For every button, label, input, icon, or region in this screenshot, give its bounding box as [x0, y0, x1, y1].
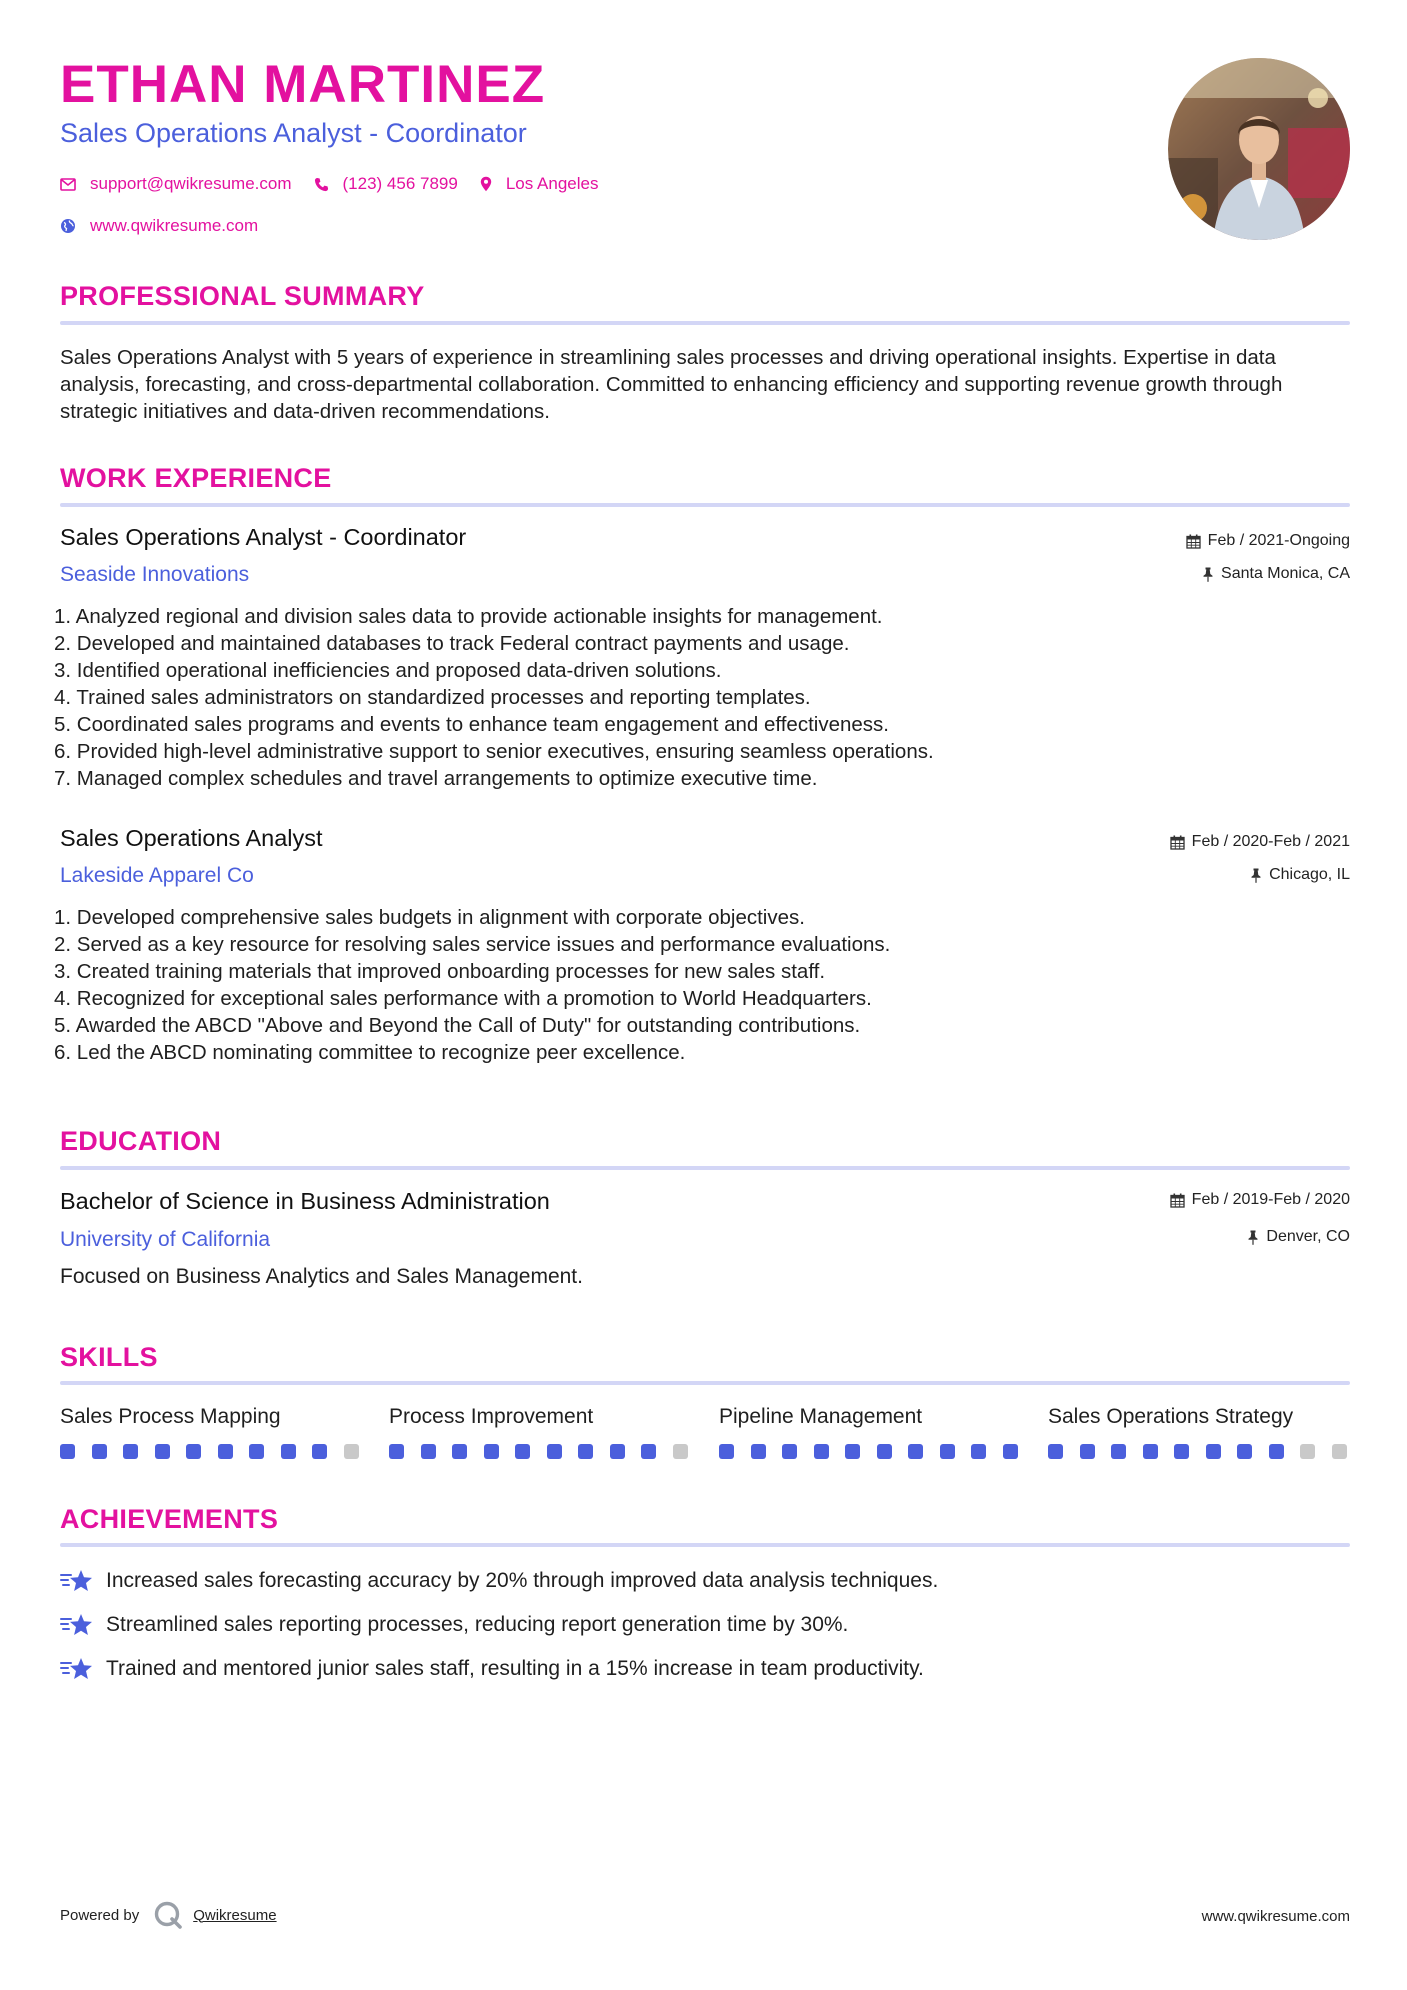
achievement-text: Streamlined sales reporting processes, reducing report generation time by 30%.	[106, 1613, 849, 1636]
location-text: Los Angeles	[505, 174, 599, 193]
education-location	[1247, 1229, 1350, 1245]
powered-by-label: Powered by	[60, 1906, 140, 1924]
experience-divider	[60, 503, 1350, 507]
skill-dot-filled	[389, 1444, 404, 1459]
profile-photo	[1168, 58, 1350, 240]
education-heading: EDUCATION	[60, 1126, 222, 1156]
summary-divider	[60, 321, 1350, 325]
envelope-icon	[60, 178, 76, 191]
education-divider	[60, 1166, 1350, 1170]
contact-row	[60, 174, 620, 194]
skill-dot-filled	[1174, 1444, 1189, 1459]
skill-name: Sales Process Mapping	[60, 1405, 281, 1428]
skill-dot-empty	[1300, 1444, 1315, 1459]
list-item: 1. Developed comprehensive sales budgets in alignment with corporate objectives.	[54, 906, 805, 929]
job-location-text: Chicago, IL	[1269, 866, 1350, 883]
skill-dot-filled	[421, 1444, 436, 1459]
qwikresume-logo-icon	[153, 1900, 183, 1930]
skill-dot-filled	[186, 1444, 201, 1459]
star-icon	[60, 1568, 94, 1594]
list-item: 6. Led the ABCD nominating committee to recognize peer excellence.	[54, 1041, 686, 1064]
skill-item	[389, 1406, 689, 1427]
pin-icon	[1247, 1230, 1259, 1245]
star-icon	[60, 1656, 94, 1682]
website-text[interactable]: www.qwikresume.com	[90, 216, 259, 235]
calendar-icon	[1186, 534, 1201, 549]
education-dates	[1170, 1192, 1350, 1208]
summary-heading: PROFESSIONAL SUMMARY	[60, 281, 425, 311]
skill-item	[719, 1406, 1019, 1427]
job-title: Sales Operations Analyst - Coordinator	[60, 524, 467, 550]
email-item[interactable]	[60, 174, 292, 194]
job-dates-text: Feb / 2020-Feb / 2021	[1191, 833, 1350, 850]
phone-text[interactable]: (123) 456 7899	[342, 174, 458, 193]
skill-dot-filled	[92, 1444, 107, 1459]
calendar-icon	[1170, 835, 1185, 850]
job-title: Sales Operations Analyst	[60, 825, 323, 851]
skill-dot-filled	[452, 1444, 467, 1459]
globe-icon	[60, 218, 76, 234]
brand-link[interactable]: Qwikresume	[193, 1906, 277, 1924]
job-location-text: Santa Monica, CA	[1221, 565, 1350, 582]
location-item	[480, 174, 599, 194]
skill-item	[1048, 1406, 1348, 1427]
skill-dot-filled	[1269, 1444, 1284, 1459]
achievement-text: Increased sales forecasting accuracy by 20% through improved data analysis techniques.	[106, 1569, 939, 1592]
skill-level	[1048, 1444, 1363, 1459]
skill-dot-filled	[971, 1444, 986, 1459]
skill-dot-filled	[814, 1444, 829, 1459]
website-row	[60, 216, 280, 236]
achievement-item	[60, 1656, 924, 1682]
skill-dot-filled	[578, 1444, 593, 1459]
skill-dot-filled	[515, 1444, 530, 1459]
education-dates-text: Feb / 2019-Feb / 2020	[1191, 1191, 1350, 1208]
email-text[interactable]: support@qwikresume.com	[90, 174, 292, 193]
achievements-divider	[60, 1543, 1350, 1547]
calendar-icon	[1170, 1193, 1185, 1208]
star-icon	[60, 1612, 94, 1638]
list-item: 1. Analyzed regional and division sales data to provide actionable insights for management.	[54, 605, 883, 628]
job-dates-text: Feb / 2021-Ongoing	[1207, 532, 1350, 549]
skill-dot-filled	[123, 1444, 138, 1459]
skill-item	[60, 1406, 360, 1427]
list-item: 3. Created training materials that improved onboarding processes for new sales staff.	[54, 960, 826, 983]
job-location	[1250, 867, 1350, 883]
skill-dot-filled	[1237, 1444, 1252, 1459]
phone-item[interactable]	[314, 174, 458, 194]
skill-dot-filled	[908, 1444, 923, 1459]
skill-dot-empty	[344, 1444, 359, 1459]
skill-dot-filled	[845, 1444, 860, 1459]
job-location	[1202, 566, 1350, 582]
skill-dot-filled	[547, 1444, 562, 1459]
job-dates	[1170, 834, 1350, 850]
education-description: Focused on Business Analytics and Sales Management.	[60, 1265, 583, 1288]
skill-name: Sales Operations Strategy	[1048, 1405, 1294, 1428]
skill-dot-filled	[484, 1444, 499, 1459]
list-item: 2. Served as a key resource for resolving sales service issues and performance evaluations.	[54, 933, 891, 956]
degree-title: Bachelor of Science in Business Administration	[60, 1188, 550, 1214]
skill-dot-filled	[1080, 1444, 1095, 1459]
education-location-text: Denver, CO	[1266, 1228, 1350, 1245]
school-name: University of California	[60, 1228, 271, 1251]
skill-level	[60, 1444, 375, 1459]
list-item: 2. Developed and maintained databases to track Federal contract payments and usage.	[54, 632, 850, 655]
phone-icon	[314, 177, 329, 192]
candidate-name: ETHAN MARTINEZ	[60, 55, 546, 114]
skill-dot-filled	[218, 1444, 233, 1459]
skill-dot-filled	[877, 1444, 892, 1459]
skill-dot-empty	[673, 1444, 688, 1459]
skill-level	[389, 1444, 704, 1459]
skill-dot-filled	[249, 1444, 264, 1459]
job-bullets	[54, 603, 934, 792]
skill-dot-filled	[1111, 1444, 1126, 1459]
skill-dot-filled	[782, 1444, 797, 1459]
job-dates	[1186, 533, 1350, 549]
skills-divider	[60, 1381, 1350, 1385]
list-item: 7. Managed complex schedules and travel arrangements to optimize executive time.	[54, 767, 818, 790]
achievement-item	[60, 1612, 848, 1638]
skill-dot-filled	[751, 1444, 766, 1459]
skill-dot-filled	[1048, 1444, 1063, 1459]
footer-branding	[60, 1900, 277, 1930]
skill-dot-filled	[940, 1444, 955, 1459]
skill-dot-empty	[1332, 1444, 1347, 1459]
skill-dot-filled	[281, 1444, 296, 1459]
list-item: 5. Coordinated sales programs and events to enhance team engagement and effectiveness.	[54, 713, 889, 736]
list-item: 3. Identified operational inefficiencies and proposed data-driven solutions.	[54, 659, 722, 682]
skill-dot-filled	[1206, 1444, 1221, 1459]
skill-dot-filled	[60, 1444, 75, 1459]
job-bullets	[54, 904, 890, 1066]
skill-dot-filled	[1003, 1444, 1018, 1459]
achievement-text: Trained and mentored junior sales staff, resulting in a 15% increase in team productivity.	[106, 1657, 924, 1680]
achievement-item	[60, 1568, 938, 1594]
footer-website[interactable]: www.qwikresume.com	[1201, 1908, 1350, 1925]
skill-name: Process Improvement	[389, 1405, 594, 1428]
skills-heading: SKILLS	[60, 1342, 158, 1372]
list-item: 4. Trained sales administrators on standardized processes and reporting templates.	[54, 686, 811, 709]
pin-icon	[1202, 567, 1214, 582]
skill-name: Pipeline Management	[719, 1405, 923, 1428]
skill-dot-filled	[641, 1444, 656, 1459]
job-company: Seaside Innovations	[60, 563, 250, 586]
skill-dot-filled	[610, 1444, 625, 1459]
skill-dot-filled	[1143, 1444, 1158, 1459]
experience-heading: WORK EXPERIENCE	[60, 463, 332, 493]
skill-level	[719, 1444, 1034, 1459]
list-item: 5. Awarded the ABCD "Above and Beyond the Call of Duty" for outstanding contributions.	[54, 1014, 861, 1037]
map-pin-icon	[480, 176, 492, 192]
pin-icon	[1250, 868, 1262, 883]
job-company: Lakeside Apparel Co	[60, 864, 254, 887]
list-item: 4. Recognized for exceptional sales performance with a promotion to World Headquarters.	[54, 987, 872, 1010]
candidate-headline: Sales Operations Analyst - Coordinator	[60, 118, 527, 148]
summary-text: Sales Operations Analyst with 5 years of experience in streamlining sales processes and driving operational insights. Expertise in data analysis, forecasting, and cross-departmental collaboration. Committed to enhancing efficiency and supporting revenue growth through strategic initiatives and data-driven recommendations.	[60, 346, 1283, 423]
achievements-heading: ACHIEVEMENTS	[60, 1504, 279, 1534]
list-item: 6. Provided high-level administrative support to senior executives, ensuring seamless operations.	[54, 740, 934, 763]
skill-dot-filled	[312, 1444, 327, 1459]
website-item[interactable]	[60, 216, 258, 236]
skill-dot-filled	[719, 1444, 734, 1459]
skill-dot-filled	[155, 1444, 170, 1459]
